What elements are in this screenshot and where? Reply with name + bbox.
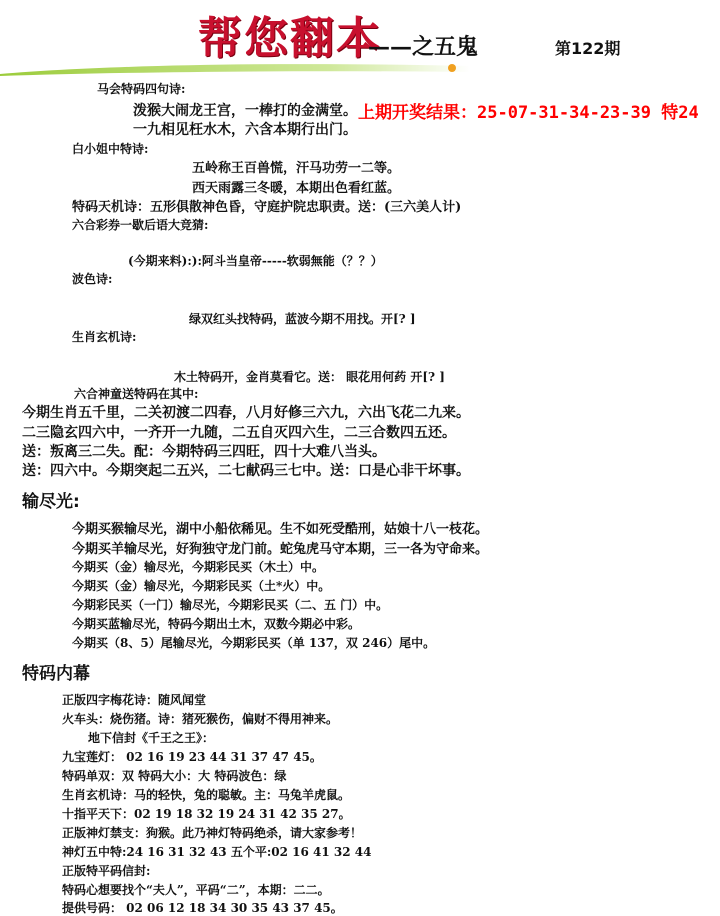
inside-line: 正版四字梅花诗：随风闻堂	[62, 693, 207, 707]
boy-line: 今期生肖五千里，二关初渡二四春，八月好修三六九，六出飞花二九来。	[22, 405, 470, 421]
miss-bai-line: 五岭称王百兽慌，汗马功劳一二等。	[192, 161, 401, 176]
inside-line: 火车头：烧伤猪。诗：猪死猴伤，偏财不得用神来。	[62, 712, 339, 726]
miss-bai-line: 西天雨露三冬暖，本期出色看红蓝。	[192, 181, 401, 196]
poem-four-label: 马会特码四句诗:	[97, 82, 186, 96]
inside-line: 特码单双：双 特码大小：大 特码波色：绿	[62, 769, 287, 783]
logo-subtitle: ——之五鬼	[368, 34, 479, 60]
tianji-poem: 特码天机诗：五形俱散神色昏，守庭护院忠职责。送：(三六美人计)	[72, 200, 462, 215]
lose-all-line: 今期买（金）输尽光，今期彩民买（木土）中。	[72, 560, 325, 574]
lose-all-line: 今期买（8、5）尾输尽光，今期彩民买（单 137，双 246）尾中。	[72, 636, 436, 650]
this-period-riddle: (今期来料):):阿斗当皇帝-----软弱無能（？？）	[128, 254, 383, 268]
inside-title: 特码内幕	[22, 664, 90, 684]
header	[0, 0, 720, 80]
inside-line: 特码心想要找个“夫人”，平码“二”，本期：二二。	[62, 883, 330, 897]
six-lottery-riddle: 六合彩券一歇后语大竞猜:	[72, 218, 209, 232]
inside-line: 正版特平码信封:	[62, 864, 151, 878]
lose-all-line: 今期买蓝输尽光，特码今期出土木，双数今期必中彩。	[72, 617, 361, 631]
boy-label: 六合神童送特码在其中:	[74, 387, 199, 401]
boy-line: 送：四六中。今期突起二五兴，二七献码三七中。送：口是心非干坏事。	[22, 463, 470, 479]
poem-four-line: 一九相见枉水木，六含本期行出门。	[133, 122, 357, 138]
inside-line: 九宝莲灯： 02 16 19 23 44 31 37 47 45。	[62, 750, 322, 764]
boy-line: 二三隐玄四六中，一齐开一九随，二五自灭四六生，二三合数四五还。	[22, 425, 456, 441]
boy-line: 送：叛离三二失。配：今期特码三四旺，四十大难八当头。	[22, 444, 386, 460]
lose-all-line: 今期买羊输尽光，好狗独守龙门前。蛇兔虎马守本期，三一各为守命来。	[72, 542, 489, 557]
lose-all-title: 输尽光:	[22, 492, 80, 512]
lose-all-line: 今期买（金）输尽光，今期彩民买（土*火）中。	[72, 579, 331, 593]
inside-line: 地下信封《千王之王》：	[88, 731, 215, 745]
inside-line: 正版神灯禁支：狗猴。此乃神灯特码绝杀，请大家参考！	[62, 826, 363, 840]
miss-bai-label: 白小姐中特诗:	[72, 142, 149, 156]
wave-label: 波色诗:	[72, 272, 113, 286]
logo-title: 帮您翻本	[198, 13, 382, 64]
zodiac-label: 生肖玄机诗:	[72, 330, 137, 344]
inside-line: 生肖玄机诗：马的轻快，兔的聪敏。主：马兔羊虎鼠。	[62, 788, 351, 802]
lose-all-line: 今期彩民买（一门）输尽光，今期彩民买（二、五 门）中。	[72, 598, 389, 612]
inside-line: 神灯五中特:24 16 31 32 43 五个平:02 16 41 32 44	[62, 845, 372, 859]
last-result: 上期开奖结果：25-07-31-34-23-39 特24	[358, 103, 699, 123]
inside-line: 十指平天下：02 19 18 32 19 24 31 42 35 27。	[62, 807, 351, 821]
lose-all-line: 今期买猴输尽光，湖中小船依稀见。生不如死受酷刑，姑娘十八一枝花。	[72, 522, 489, 537]
inside-line: 提供号码： 02 06 12 18 34 30 35 43 37 45。	[62, 901, 343, 915]
zodiac-line: 木土特码开，金肖莫看它。送： 眼花用何药 开[? ]	[174, 370, 445, 384]
wave-line: 绿双红头找特码，蓝波今期不用找。开[? ]	[189, 312, 416, 326]
poem-four-line: 泼猴大闹龙王宫，一棒打的金满堂。	[133, 103, 357, 119]
issue-number: 第122期	[555, 39, 621, 58]
